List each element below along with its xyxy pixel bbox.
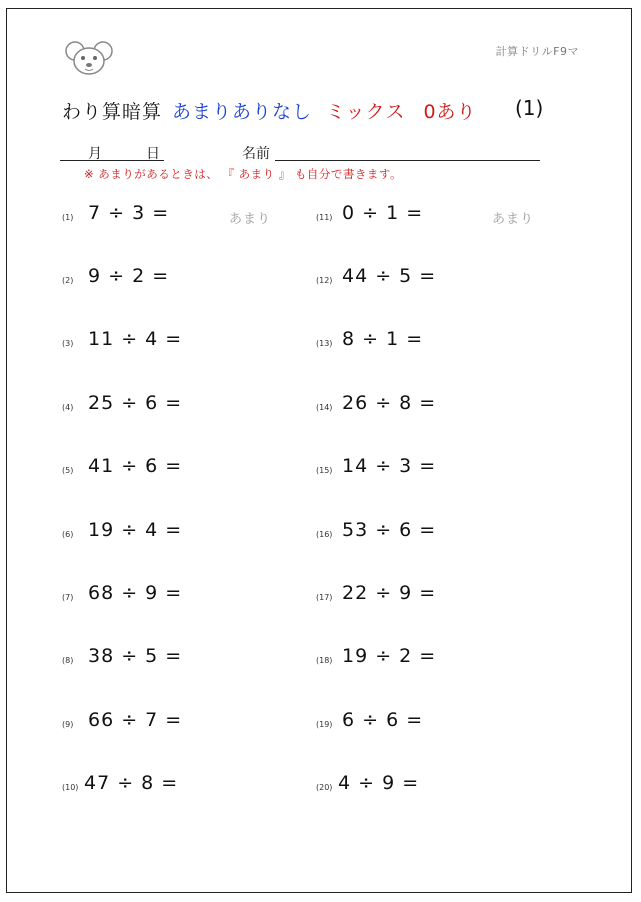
worksheet-page [6,8,632,893]
problem-expression: 7 ÷ 3 = [88,202,170,224]
problem-expression: 0 ÷ 1 = [342,202,424,224]
problem-index: (7) [62,593,74,602]
problem-index: (5) [62,466,74,475]
problem-expression: 53 ÷ 6 = [342,519,437,541]
problem-expression: 9 ÷ 2 = [88,265,170,287]
problem-index: (14) [316,403,333,412]
problem-expression: 11 ÷ 4 = [88,328,183,350]
remainder-hint: あまり [492,212,535,227]
problem-index: (16) [316,530,333,539]
problem-expression: 4 ÷ 9 = [338,772,420,794]
problem-index: (20) [316,783,333,792]
problem-index: (8) [62,656,74,665]
problem-expression: 6 ÷ 6 = [342,709,424,731]
problem-index: (18) [316,656,333,665]
problem-expression: 44 ÷ 5 = [342,265,437,287]
problem-expression: 22 ÷ 9 = [342,582,437,604]
mouse-face-icon [65,39,113,77]
brand-label: 計算ドリルF9マ [495,45,579,58]
problem-index: (11) [316,213,333,222]
title-main: わり算暗算 [62,101,163,123]
title-remainder-type: あまりありなし [172,101,313,123]
problem-expression: 19 ÷ 2 = [342,645,437,667]
remainder-hint: あまり [229,212,272,227]
problem-index: (9) [62,720,74,729]
problem-expression: 66 ÷ 7 = [88,709,183,731]
title-mix: ミックス [326,101,406,123]
problem-expression: 25 ÷ 6 = [88,392,183,414]
problem-expression: 26 ÷ 8 = [342,392,437,414]
problem-index: (4) [62,403,74,412]
remainder-notice: ※ あまりがあるときは、 『 あまり 』 も自分で書きます。 [84,167,402,181]
problem-index: (2) [62,276,74,285]
month-label: 月 [88,146,102,162]
name-label: 名前 [242,146,270,162]
day-label: 日 [146,146,160,162]
problem-expression: 19 ÷ 4 = [88,519,183,541]
problem-index: (6) [62,530,74,539]
problem-expression: 47 ÷ 8 = [84,772,179,794]
problem-index: (13) [316,339,333,348]
problem-expression: 68 ÷ 9 = [88,582,183,604]
problem-index: (1) [62,213,74,222]
problem-index: (15) [316,466,333,475]
problem-index: (3) [62,339,74,348]
problem-expression: 38 ÷ 5 = [88,645,183,667]
problem-expression: 8 ÷ 1 = [342,328,424,350]
name-line[interactable] [275,160,540,161]
title-zero: 0あり [423,101,477,123]
problem-index: (12) [316,276,333,285]
page-title [62,97,477,124]
problem-expression: 14 ÷ 3 = [342,455,437,477]
problem-index: (10) [62,783,79,792]
sheet-number: (1) [515,96,544,120]
problem-expression: 41 ÷ 6 = [88,455,183,477]
problem-index: (19) [316,720,333,729]
problem-index: (17) [316,593,333,602]
